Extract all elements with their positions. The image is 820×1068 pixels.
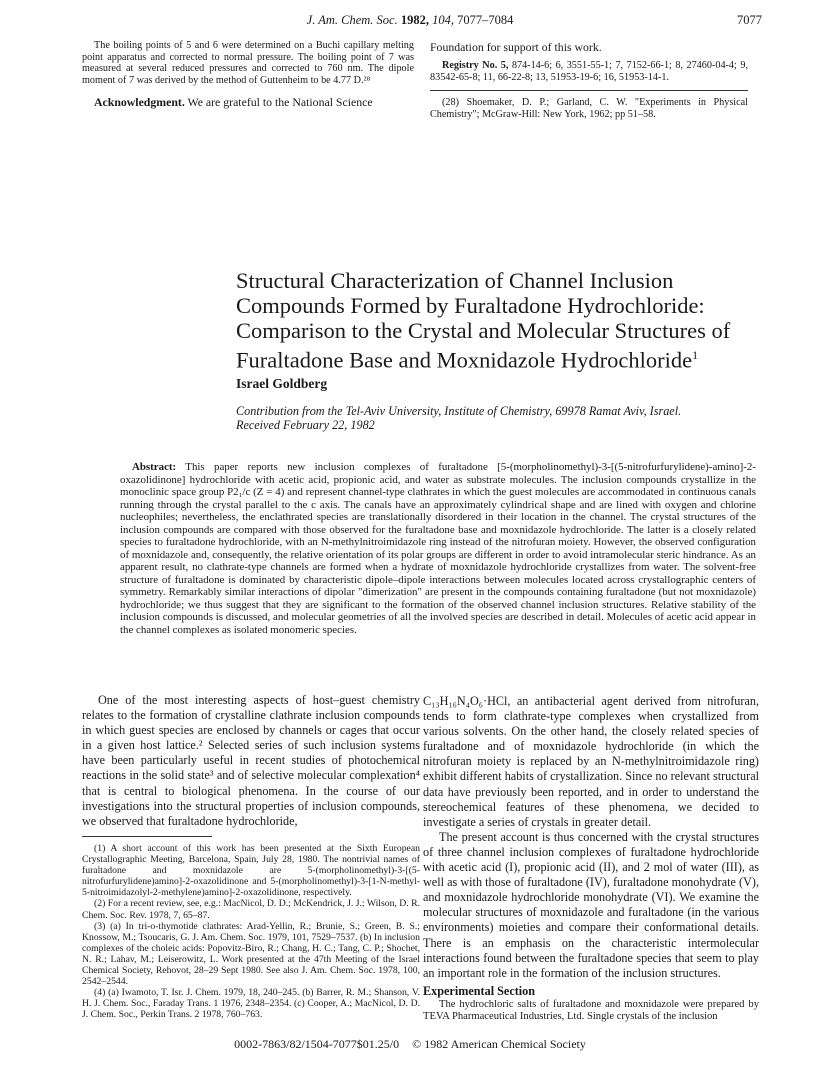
article-title-text: Structural Characterization of Channel Inclusion Compounds Formed by Furaltadone Hydrochloride: Comparison to the Crystal and Molecular Structures of Furaltadone Base and Moxnidazole Hydrochloride bbox=[236, 268, 731, 373]
experimental-section-text: The hydrochloric salts of furaltadone and moxnidazole were prepared by TEVA Pharmaceutical Industries, Ltd. Single crystals of the inclusion bbox=[423, 998, 759, 1023]
previous-article-right-column bbox=[430, 40, 748, 120]
footnote-3: (3) (a) In tri-o-thymotide clathrates: Arad-Yellin, R.; Brunie, S.; Green, B. S.; Knossow, M.; Tsoucaris, G. J. Am. Chem. Soc. 1979, 101, 7529–7537. (b) In inclusion complexes of the choleic acids: Popovitz-Biro, R.; Chang, H. C.; Tang, C. P.; Shochet, N. R.; Lahav, M.; Leiserowitz, L. Work presented at the 47th Meeting of the Israel Chemical Society, Rehovot, 28–29 Sept 1980. See also J. Am. Chem. Soc. 1978, 100, 2542–2544. bbox=[82, 920, 420, 988]
reference-divider bbox=[430, 90, 748, 91]
article-code: 0002-7863/82/1504-7077$01.25/0 bbox=[234, 1037, 400, 1051]
running-header bbox=[0, 13, 820, 28]
author-affiliation bbox=[236, 404, 756, 432]
footnote-4: (4) (a) Iwamoto, T. Isr. J. Chem. 1979, 18, 240–245. (b) Barrer, R. M.; Shanson, V. H. J. Chem. Soc., Faraday Trans. 1 1976, 2348–2354. (c) Cooper, A.; MacNicol, D. D. J. Chem. Soc., Perkin Trans. 2 1978, 760–763. bbox=[82, 987, 420, 1021]
body-right-paragraph-2: The present account is thus concerned with the crystal structures of three channel inclusion complexes of furaltadone hydrochloride with acetic acid (I), propionic acid (II), and 2 mol of water (III), as well as with those of furaltadone (IV), furaltadone monohydrate (V), and moxnidazole hydrochloride monohydrate (VI). We examine the molecular structures of moxnidazole and furaltadone (in the various environments) moieties and compare their conformational details. There is an emphasis on the characteristic intermolecular interactions found between the furaltadone species that seem to play an important role in the formation of the inclusion structures. bbox=[423, 829, 759, 980]
registry-label: Registry No. 5, bbox=[442, 60, 509, 71]
registry-numbers bbox=[430, 60, 748, 83]
author-name: Israel Goldberg bbox=[236, 376, 328, 391]
journal-year: 1982, bbox=[400, 13, 429, 27]
body-left-column: One of the most interesting aspects of host–guest chemistry relates to the formation of crystalline clathrate inclusion compounds in which guest species are enclosed by channels or cages that occur in a given host lattice.² Selected series of such inclusion systems have been particularly useful in recent studies of photochemical reactions in the solid state³ and of selective molecular complexation⁴ that is central to biological phenomena. In the course of our investigations into the structural properties of inclusion compounds, we observed that furaltadone hydrochloride, bbox=[82, 693, 420, 828]
abstract-text: This paper reports new inclusion complexes of furaltadone [5-(morpholinomethyl)-3-[(5-nitrofurfurylidene)-amino]-2-oxazolidinone] hydrochloride with acetic acid, propionic acid, and water as substrate molecules. The inclusion compounds crystallize in the monoclinic space group P2₁/c (Z = 4) and represent channel-type clathrates in which the guest molecules are accommodated in continuous canals running through the crystal parallel to the c axis. The canals have an approximately cylindrical shape and are lined with oxygen and chlorine nucleophiles; nevertheless, the enclathrated species are translationally disordered in their location in the channel. The crystal structures of the inclusion compounds are compared with those observed for the furaltadone base and moxnidazole hydrochloride. The latter is a closely related species to furaltadone hydrochloride, with an N-methylnitroimidazole ring instead of the nitrofuran moiety. However, the observed configuration of moxnidazole and, consequently, the relative orientation of its polar groups are different in order to avoid intramolecular steric hindrance. As an apparent result, no clathrate-type channels are formed when a hydrate of moxnidazole hydrochloride crystallizes from water. The solvent-free structure of furaltadone is dominated by characteristic dipole–dipole interactions between molecules located across crystallographic centers of symmetry. Remarkably similar interactions of dipolar "dimerization" are present in the compounds containing furaltadone (but not moxnidazole) hydrochloride; we thus suggest that they are significant to the formation of the observed channel inclusion structures. Relative stability of the inclusion compounds is discussed, and molecular geometries of all the involved species are described in detail. Molecules of acetic acid appear in the channel complexes as isolated monomeric species. bbox=[120, 461, 756, 636]
journal-pages: 7077–7084 bbox=[457, 13, 514, 27]
foundation-line: Foundation for support of this work. bbox=[430, 40, 602, 54]
acknowledgment-label: Acknowledgment. bbox=[94, 95, 185, 110]
boiling-point-paragraph: The boiling points of 5 and 6 were determined on a Buchi capillary melting point apparatus and corrected to normal pressure. The boiling point of 7 was measured at several reduced pressures and corrected to 760 nm. The dipole moment of 7 was derived by the method of Guttenheim to be 4.77 D.²⁸ bbox=[82, 40, 414, 86]
affiliation-line: Contribution from the Tel-Aviv University, Institute of Chemistry, 69978 Ramat Aviv, Israel. bbox=[236, 404, 682, 418]
registry-text: 874-14-6; 6, 3551-55-1; 7, 7152-66-1; 8, 27460-04-4; 9, 83542-65-8; 11, 66-22-8; 13, 51953-19-6; 16, 51953-14-1. bbox=[430, 60, 748, 83]
abstract bbox=[120, 461, 756, 636]
journal-name: J. Am. Chem. Soc. bbox=[306, 13, 398, 27]
page-footer bbox=[0, 1037, 820, 1052]
footnote-1: (1) A short account of this work has been presented at the Sixth European Crystallographic Meeting, Barcelona, Spain, July 28, 1980. The nontrivial names of furaltadone and moxnidazole are 5-(morpholinomethyl)-3-[(5-nitrofurfurylidene)amino]-2-oxazolidinone and 5-(morpholinomethyl)-3-[1-N-methyl-5-nitroimidazolyl-2-methylene)amino]-2-oxazolidinone, respectively. bbox=[82, 843, 420, 899]
footnote-divider bbox=[82, 836, 212, 837]
footnotes bbox=[82, 843, 420, 1021]
acknowledgment-text: We are grateful to the National Science bbox=[184, 95, 373, 110]
acknowledgment bbox=[82, 95, 414, 109]
received-date: Received February 22, 1982 bbox=[236, 418, 375, 432]
article-title bbox=[236, 268, 756, 373]
previous-article-left-column bbox=[82, 40, 414, 109]
body-right-paragraph-1: C₁₃H₁₆N₄O₆·HCl, an antibacterial agent derived from nitrofuran, tends to form clathrate-type complexes when crystallized from various solvents. On the other hand, the closely related species of furaltadone and of moxnidazole hydrochloride (in which the nitrofuran moiety is replaced by an N-methylnitroimidazole ring) exhibit different habits of crystallization. Since no relevant structural data have previously been reported, and in order to understand the stereochemical features of these phenomena, we decided to investigate a series of crystals in greater detail. bbox=[423, 694, 759, 829]
experimental-section-heading: Experimental Section bbox=[423, 983, 536, 998]
reference-28: (28) Shoemaker, D. P.; Garland, C. W. "Experiments in Physical Chemistry"; McGraw-Hill: New York, 1962; pp 51–58. bbox=[430, 97, 748, 120]
footnote-2: (2) For a recent review, see, e.g.: MacNicol, D. D.; McKendrick, J. J.; Wilson, D. R. Chem. Soc. Rev. 1978, 7, 65–87. bbox=[82, 898, 420, 921]
journal-volume: 104, bbox=[432, 13, 454, 27]
abstract-label: Abstract: bbox=[132, 461, 177, 473]
copyright-notice: © 1982 American Chemical Society bbox=[412, 1037, 586, 1051]
page-number: 7077 bbox=[737, 13, 762, 27]
body-right-column bbox=[423, 694, 759, 1023]
article-title-footnote-mark: 1 bbox=[692, 348, 699, 362]
